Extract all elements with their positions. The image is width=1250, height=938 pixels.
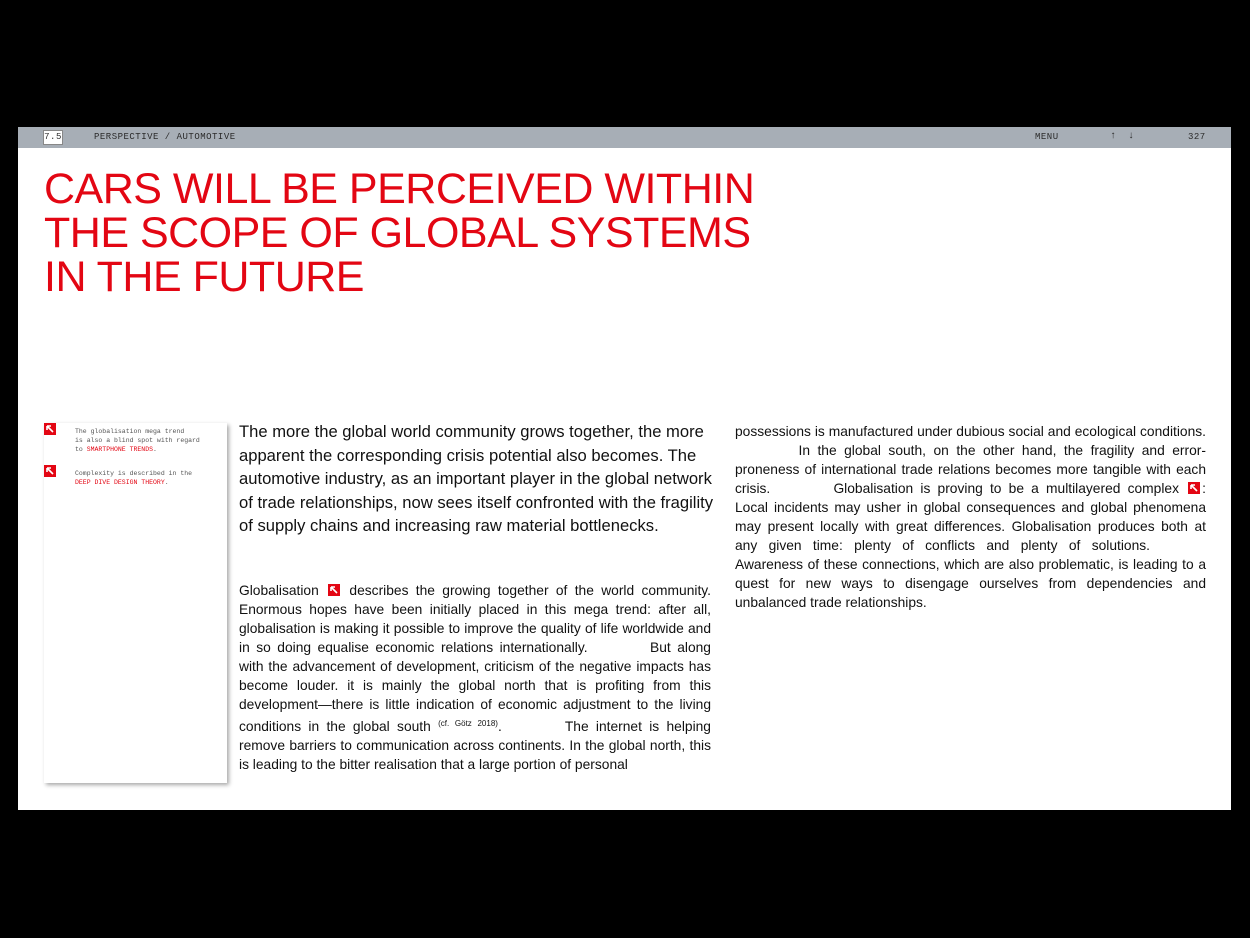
page-title-line-2: THE SCOPE OF GLOBAL SYSTEMS: [44, 209, 751, 257]
breadcrumb: PERSPECTIVE / AUTOMOTIVE: [94, 132, 236, 142]
chapter-number-button[interactable]: 7.5: [43, 130, 63, 145]
sidenote-text: [75, 427, 225, 454]
body-text: In the global south, on the other hand, the fragility and error-proneness of international trade relations becomes more tangible with each crisis.: [735, 443, 1206, 496]
sidenote-line: The globalisation mega trend: [75, 428, 185, 435]
arrow-up-left-icon[interactable]: [44, 465, 56, 477]
sidenote-card: [44, 423, 227, 783]
body-text: possessions is manufactured under dubious social and ecological conditions.: [735, 424, 1206, 439]
sidenote-line: Complexity is described in the: [75, 470, 193, 477]
body-text: Awareness of these connections, which are also problematic, is leading to a quest for new ways to disengage ourselves from dependencies and unbalanced trade relationships.: [735, 557, 1206, 610]
smartphone-trends-link[interactable]: SMARTPHONE TRENDS: [86, 446, 154, 453]
body-text: Globalisation: [239, 583, 319, 598]
arrow-up-left-icon[interactable]: [328, 584, 340, 596]
body-text: describes the growing together of the world community. Enormous hopes have been initially placed in this mega trend: after all, globalisation is making it possible to improve the quality of life worldwide and in so doing equalise economic relations internationally.: [239, 583, 711, 655]
page-title: [44, 167, 944, 299]
arrow-up-left-icon[interactable]: [1188, 482, 1200, 494]
citation: (cf. Götz 2018): [438, 719, 498, 728]
page-navigation-arrows: [1110, 131, 1140, 142]
page-title-line-1: CARS WILL BE PERCEIVED WITHIN: [44, 165, 755, 213]
body-text: : Local incidents may usher in global consequences and global phenomena may present locally with great differences. Globalisation produces both at any given time: plenty of conflicts and plenty of solutions.: [735, 481, 1206, 553]
previous-page-arrow-icon[interactable]: ↑: [1110, 131, 1117, 142]
body-text: .: [497, 719, 502, 734]
deep-dive-design-theory-link[interactable]: DEEP DIVE DESIGN THEORY: [75, 479, 165, 486]
page-title-line-3: IN THE FUTURE: [44, 253, 364, 301]
arrow-up-left-icon[interactable]: [44, 423, 56, 435]
top-navigation-bar: [18, 127, 1231, 148]
sidenote-line: is also a blind spot with regard: [75, 437, 200, 444]
body-column-1: [239, 581, 711, 774]
body-column-2: [735, 422, 1206, 612]
next-page-arrow-icon[interactable]: ↓: [1128, 131, 1135, 142]
page: [18, 127, 1231, 810]
body-text: But along with the advancement of development, criticism of the negative impacts has become louder. it is mainly the global north that is profiting from this development—there is little indication of economic adjustment to the living conditions in the global south: [239, 640, 711, 734]
sidenote-suffix: .: [153, 446, 157, 453]
body-text: The internet is helping remove barriers to communication across continents. In the global north, this is leading to the bitter realisation that a large portion of personal: [239, 719, 711, 772]
sidenote-prefix: to: [75, 446, 87, 453]
body-text: Globalisation is proving to be a multilayered complex: [833, 481, 1179, 496]
sidenote-suffix: .: [164, 479, 169, 486]
menu-button[interactable]: MENU: [1035, 132, 1059, 142]
sidenote-text: [75, 469, 225, 487]
page-number: 327: [1188, 132, 1206, 142]
lead-paragraph: The more the global world community grows together, the more apparent the corresponding crisis potential also becomes. The automotive industry, as an important player in the global network of trade relationships, now sees itself confronted with the fragility of supply chains and increasing raw material bottlenecks.: [239, 422, 714, 536]
